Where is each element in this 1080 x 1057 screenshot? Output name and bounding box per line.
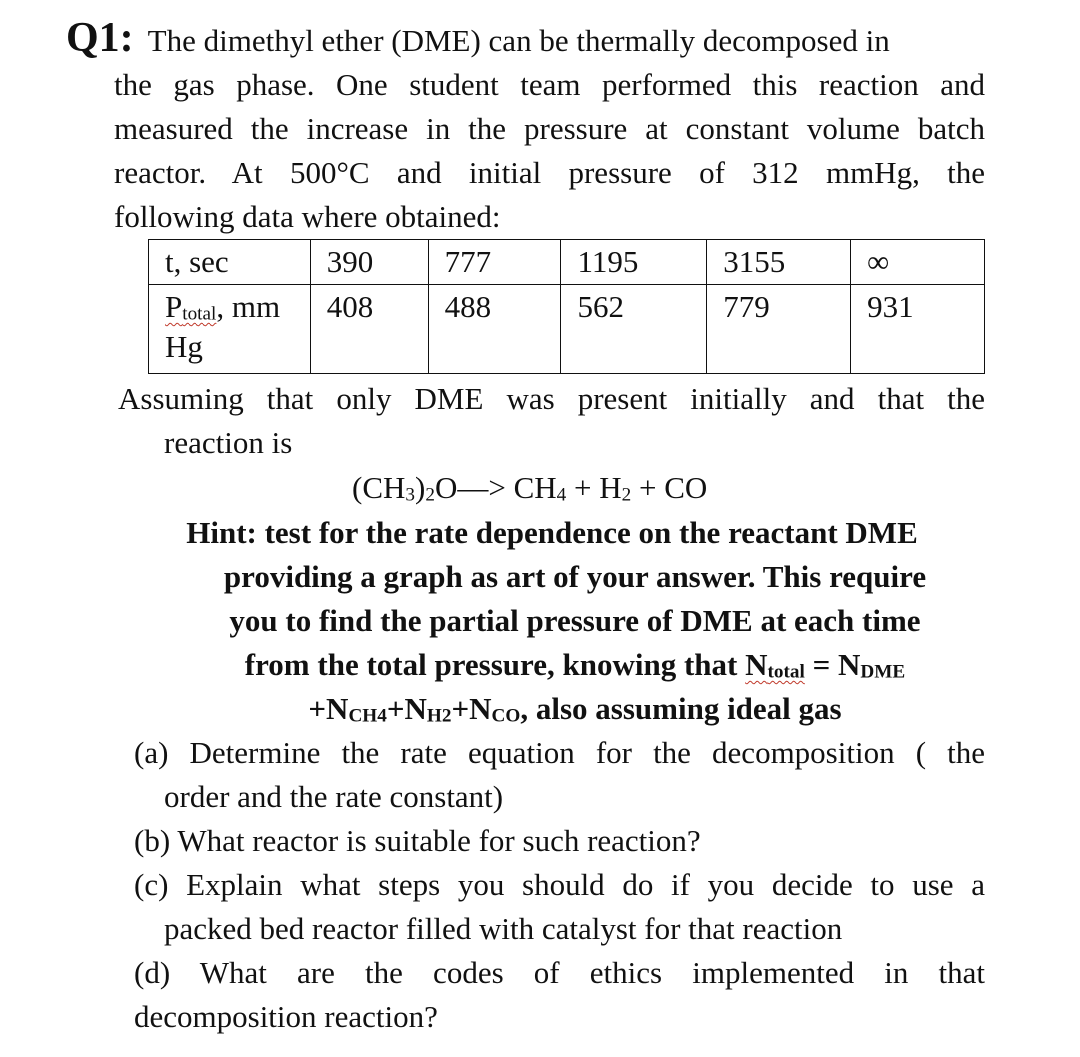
table-row-time	[149, 240, 985, 285]
question-intro-1: The dimethyl ether (DME) can be thermally decomposed in	[147, 23, 890, 58]
question-line-4: reactor. At 500°C and initial pressure of 312 mmHg, the	[114, 155, 985, 190]
table-cell: ∞	[851, 240, 985, 285]
table-header-pressure: $P_{total}$, mm Hg	[149, 285, 311, 374]
question-line-3: measured the increase in the pressure at constant volume batch	[114, 111, 985, 146]
table-cell: 931	[851, 285, 985, 374]
pressure-label-symbol: $P_{total}$	[165, 289, 217, 325]
table-cell: 777	[428, 240, 561, 285]
part-c-line-1: (c) Explain what steps you should do if you decide to use a	[134, 867, 985, 902]
table-cell: 390	[310, 240, 428, 285]
hint-line-2: providing a graph as art of your answer. This require	[223, 559, 927, 594]
table-cell: 1195	[561, 240, 707, 285]
hint-line-1: Hint: test for the rate dependence on the reactant DME	[186, 515, 918, 550]
part-d-line-2: decomposition reaction?	[134, 999, 438, 1034]
reaction-arrow: —>	[457, 470, 506, 505]
pressure-label-unit: Hg	[165, 329, 203, 364]
table-cell: 488	[428, 285, 561, 374]
part-d-line-1: (d) What are the codes of ethics implemented in that	[134, 955, 985, 990]
table-row-pressure	[149, 285, 985, 374]
question-line-5: following data where obtained:	[114, 199, 501, 234]
hint-line-3: you to find the partial pressure of DME at each time	[229, 603, 921, 638]
question-line-1	[66, 16, 890, 63]
part-c-line-2: packed bed reactor filled with catalyst for that reaction	[164, 911, 843, 946]
assumption-line-1: Assuming that only DME was present initially and that the	[118, 381, 985, 416]
table-cell: 562	[561, 285, 707, 374]
table-header-time: t, sec	[149, 240, 311, 285]
question-label: Q1:	[66, 15, 134, 61]
part-a-line-2: order and the rate constant)	[164, 779, 504, 814]
table-cell: 408	[310, 285, 428, 374]
table-cell: 3155	[707, 240, 851, 285]
data-table	[148, 239, 985, 374]
question-line-2: the gas phase. One student team performed this reaction and	[114, 67, 985, 102]
assumption-line-2: reaction is	[164, 425, 293, 460]
hint-line-4: from the total pressure, knowing that $N_{total} = N_{DME}$	[244, 647, 906, 683]
hint-line-5: $+N_{CH4}+N_{H2}+N_{CO}$, also assuming ideal gas	[308, 691, 842, 727]
part-b: (b) What reactor is suitable for such reaction?	[134, 823, 701, 858]
part-a-line-1: (a) Determine the rate equation for the decomposition ( the	[134, 735, 985, 770]
table-cell: 779	[707, 285, 851, 374]
reaction-equation: $(CH_3)_2O—> CH_4 + H_2$ + CO	[352, 470, 708, 506]
